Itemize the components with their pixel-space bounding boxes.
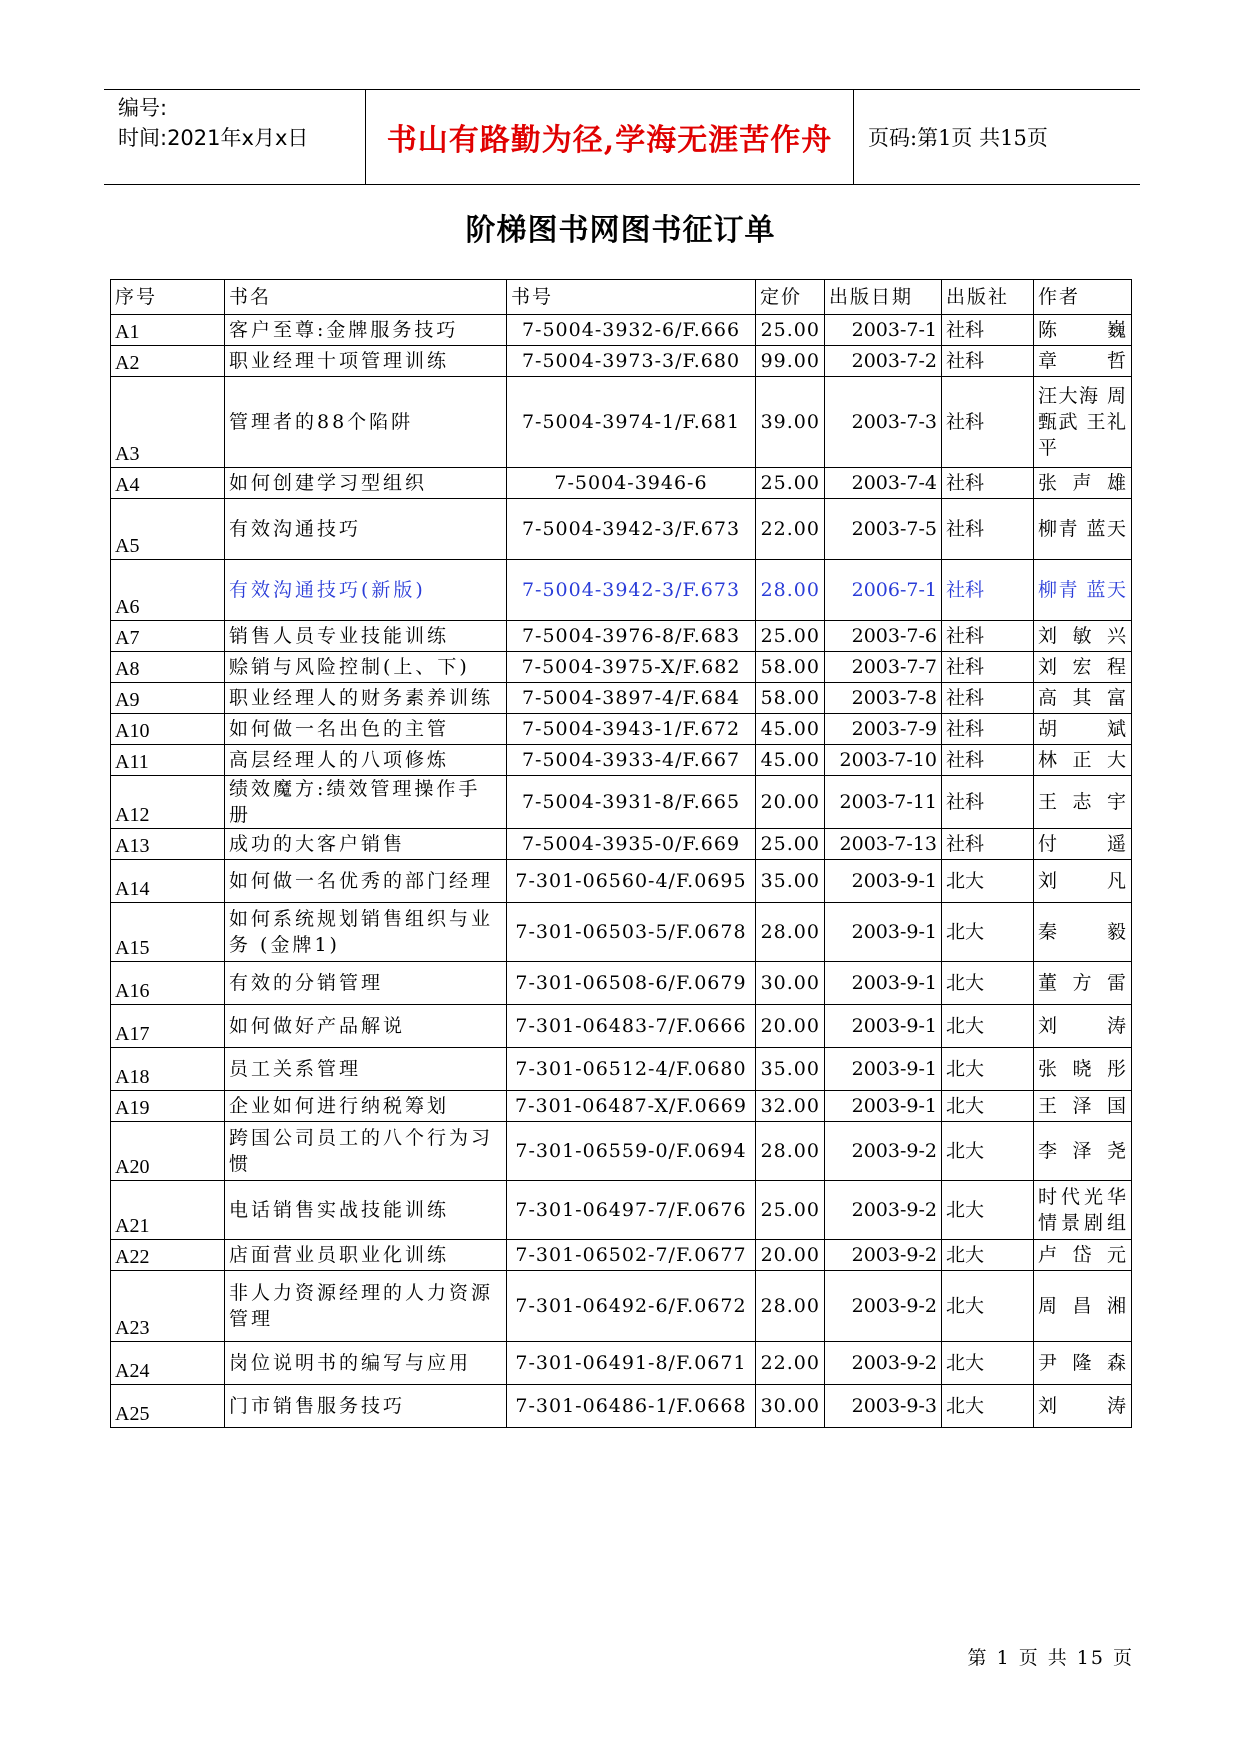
publish-date: 2003-7-9 [825, 714, 942, 745]
row-number: A18 [111, 1048, 225, 1091]
table-row [111, 1385, 1132, 1428]
table-row [111, 1342, 1132, 1385]
book-isbn: 7-5004-3932-6/F.666 [507, 315, 756, 346]
publish-date: 2003-7-2 [825, 346, 942, 377]
book-title: 有效沟通技巧(新版) [225, 560, 507, 621]
book-author: 高其富 [1034, 683, 1132, 714]
header-meta [104, 90, 366, 184]
table-row [111, 1048, 1132, 1091]
book-author: 秦毅 [1034, 903, 1132, 962]
book-author: 王志宇 [1034, 776, 1132, 829]
row-number: A5 [111, 499, 225, 560]
book-title: 门市销售服务技巧 [225, 1385, 507, 1428]
book-title: 如何做好产品解说 [225, 1005, 507, 1048]
book-author: 章哲 [1034, 346, 1132, 377]
book-price: 99.00 [756, 346, 825, 377]
publish-date: 2006-7-1 [825, 560, 942, 621]
book-price: 25.00 [756, 829, 825, 860]
book-isbn: 7-301-06560-4/F.0695 [507, 860, 756, 903]
table-row [111, 621, 1132, 652]
book-price: 30.00 [756, 962, 825, 1005]
document-title: 阶梯图书网图书征订单 [465, 213, 776, 248]
column-header-price: 定价 [756, 280, 825, 315]
table-row [111, 377, 1132, 468]
row-number: A4 [111, 468, 225, 499]
table-row [111, 683, 1132, 714]
book-author: 李泽尧 [1034, 1122, 1132, 1181]
row-number: A6 [111, 560, 225, 621]
publish-date: 2003-7-7 [825, 652, 942, 683]
book-price: 35.00 [756, 1048, 825, 1091]
book-author: 刘凡 [1034, 860, 1132, 903]
publisher: 社科 [942, 377, 1034, 468]
book-price: 58.00 [756, 683, 825, 714]
book-title: 企业如何进行纳税筹划 [225, 1091, 507, 1122]
table-row [111, 829, 1132, 860]
table-header-row [111, 280, 1132, 315]
book-author: 卢岱元 [1034, 1240, 1132, 1271]
book-isbn: 7-301-06512-4/F.0680 [507, 1048, 756, 1091]
row-number: A25 [111, 1385, 225, 1428]
table-row [111, 468, 1132, 499]
row-number: A19 [111, 1091, 225, 1122]
book-isbn: 7-5004-3976-8/F.683 [507, 621, 756, 652]
book-price: 25.00 [756, 468, 825, 499]
book-author: 柳青 蓝天 [1034, 560, 1132, 621]
publisher: 北大 [942, 1005, 1034, 1048]
book-isbn: 7-301-06487-X/F.0669 [507, 1091, 756, 1122]
book-price: 58.00 [756, 652, 825, 683]
book-author: 尹隆森 [1034, 1342, 1132, 1385]
book-price: 28.00 [756, 903, 825, 962]
publisher: 社科 [942, 776, 1034, 829]
number-label: 编号: [118, 96, 168, 120]
publish-date: 2003-9-2 [825, 1122, 942, 1181]
column-header-isbn: 书号 [507, 280, 756, 315]
table-row [111, 776, 1132, 829]
publisher: 北大 [942, 1271, 1034, 1342]
publish-date: 2003-7-8 [825, 683, 942, 714]
table-row [111, 903, 1132, 962]
publisher: 社科 [942, 468, 1034, 499]
table-row [111, 1122, 1132, 1181]
book-isbn: 7-301-06483-7/F.0666 [507, 1005, 756, 1048]
row-number: A2 [111, 346, 225, 377]
book-title: 管理者的88个陷阱 [225, 377, 507, 468]
column-header-author: 作者 [1034, 280, 1132, 315]
book-author: 汪大海 周甄武 王礼平 [1034, 377, 1132, 468]
publish-date: 2003-9-2 [825, 1342, 942, 1385]
table-row [111, 346, 1132, 377]
book-isbn: 7-5004-3931-8/F.665 [507, 776, 756, 829]
row-number: A23 [111, 1271, 225, 1342]
book-author: 胡斌 [1034, 714, 1132, 745]
row-number: A12 [111, 776, 225, 829]
book-author: 刘涛 [1034, 1385, 1132, 1428]
book-author: 时代光华 情景剧组 [1034, 1181, 1132, 1240]
book-title: 职业经理十项管理训练 [225, 346, 507, 377]
book-isbn: 7-5004-3942-3/F.673 [507, 499, 756, 560]
page-header [104, 89, 1140, 185]
table-row [111, 652, 1132, 683]
book-title: 如何做一名出色的主管 [225, 714, 507, 745]
column-header-date: 出版日期 [825, 280, 942, 315]
publisher: 北大 [942, 1181, 1034, 1240]
publish-date: 2003-9-3 [825, 1385, 942, 1428]
publish-date: 2003-9-2 [825, 1271, 942, 1342]
row-number: A8 [111, 652, 225, 683]
publish-date: 2003-7-3 [825, 377, 942, 468]
publisher: 北大 [942, 860, 1034, 903]
publisher: 北大 [942, 1122, 1034, 1181]
book-price: 45.00 [756, 714, 825, 745]
publisher: 社科 [942, 499, 1034, 560]
book-price: 25.00 [756, 1181, 825, 1240]
publisher: 北大 [942, 903, 1034, 962]
table-row [111, 499, 1132, 560]
book-price: 28.00 [756, 560, 825, 621]
row-number: A7 [111, 621, 225, 652]
publisher: 社科 [942, 683, 1034, 714]
book-price: 30.00 [756, 1385, 825, 1428]
book-isbn: 7-5004-3897-4/F.684 [507, 683, 756, 714]
table-row [111, 745, 1132, 776]
book-price: 25.00 [756, 315, 825, 346]
book-author: 林正大 [1034, 745, 1132, 776]
table-row [111, 1091, 1132, 1122]
book-title: 非人力资源经理的人力资源管理 [225, 1271, 507, 1342]
row-number: A9 [111, 683, 225, 714]
column-header-publisher: 出版社 [942, 280, 1034, 315]
book-title: 如何创建学习型组织 [225, 468, 507, 499]
book-title: 跨国公司员工的八个行为习惯 [225, 1122, 507, 1181]
publish-date: 2003-7-1 [825, 315, 942, 346]
book-price: 39.00 [756, 377, 825, 468]
book-author: 刘宏程 [1034, 652, 1132, 683]
book-price: 20.00 [756, 1005, 825, 1048]
book-title: 职业经理人的财务素养训练 [225, 683, 507, 714]
book-price: 20.00 [756, 776, 825, 829]
publisher: 北大 [942, 1385, 1034, 1428]
book-author: 董方雷 [1034, 962, 1132, 1005]
table-row [111, 560, 1132, 621]
book-isbn: 7-5004-3975-X/F.682 [507, 652, 756, 683]
book-price: 28.00 [756, 1271, 825, 1342]
table-row [111, 714, 1132, 745]
book-author: 周昌湘 [1034, 1271, 1132, 1342]
row-number: A13 [111, 829, 225, 860]
row-number: A14 [111, 860, 225, 903]
book-price: 32.00 [756, 1091, 825, 1122]
row-number: A1 [111, 315, 225, 346]
row-number: A10 [111, 714, 225, 745]
book-title: 如何系统规划销售组织与业务 (金牌1) [225, 903, 507, 962]
book-isbn: 7-301-06497-7/F.0676 [507, 1181, 756, 1240]
publish-date: 2003-9-2 [825, 1181, 942, 1240]
publish-date: 2003-9-1 [825, 962, 942, 1005]
publish-date: 2003-7-4 [825, 468, 942, 499]
book-isbn: 7-301-06559-0/F.0694 [507, 1122, 756, 1181]
book-price: 28.00 [756, 1122, 825, 1181]
publisher: 北大 [942, 962, 1034, 1005]
book-author: 张声雄 [1034, 468, 1132, 499]
book-isbn: 7-5004-3942-3/F.673 [507, 560, 756, 621]
book-isbn: 7-301-06503-5/F.0678 [507, 903, 756, 962]
publisher: 北大 [942, 1091, 1034, 1122]
book-title: 有效沟通技巧 [225, 499, 507, 560]
publisher: 社科 [942, 621, 1034, 652]
page-footer: 第 1 页 共 15 页 [967, 1647, 1134, 1669]
row-number: A24 [111, 1342, 225, 1385]
column-header-no: 序号 [111, 280, 225, 315]
row-number: A16 [111, 962, 225, 1005]
row-number: A11 [111, 745, 225, 776]
publisher: 社科 [942, 346, 1034, 377]
row-number: A15 [111, 903, 225, 962]
publish-date: 2003-7-10 [825, 745, 942, 776]
time-label: 时间:2021年x月x日 [118, 126, 309, 150]
column-header-title: 书名 [225, 280, 507, 315]
publish-date: 2003-9-1 [825, 1048, 942, 1091]
publisher: 社科 [942, 315, 1034, 346]
book-isbn: 7-301-06492-6/F.0672 [507, 1271, 756, 1342]
publish-date: 2003-7-13 [825, 829, 942, 860]
book-title: 店面营业员职业化训练 [225, 1240, 507, 1271]
table-row [111, 962, 1132, 1005]
publish-date: 2003-9-1 [825, 903, 942, 962]
table-row [111, 1005, 1132, 1048]
table-row [111, 860, 1132, 903]
header-motto: 书山有路勤为径,学海无涯苦作舟 [366, 90, 854, 184]
book-price: 22.00 [756, 499, 825, 560]
publisher: 社科 [942, 714, 1034, 745]
table-row [111, 1181, 1132, 1240]
book-isbn: 7-5004-3974-1/F.681 [507, 377, 756, 468]
book-author: 王泽国 [1034, 1091, 1132, 1122]
publisher: 北大 [942, 1048, 1034, 1091]
book-price: 25.00 [756, 621, 825, 652]
publisher: 北大 [942, 1240, 1034, 1271]
row-number: A3 [111, 377, 225, 468]
book-isbn: 7-5004-3946-6 [507, 468, 756, 499]
book-price: 35.00 [756, 860, 825, 903]
book-author: 刘涛 [1034, 1005, 1132, 1048]
publisher: 社科 [942, 829, 1034, 860]
table-body [111, 315, 1132, 1428]
book-title: 高层经理人的八项修炼 [225, 745, 507, 776]
header-page-label: 页码:第1页 共15页 [868, 126, 1048, 150]
book-title: 电话销售实战技能训练 [225, 1181, 507, 1240]
book-title: 销售人员专业技能训练 [225, 621, 507, 652]
table-row [111, 1271, 1132, 1342]
publisher: 社科 [942, 652, 1034, 683]
book-title: 员工关系管理 [225, 1048, 507, 1091]
row-number: A22 [111, 1240, 225, 1271]
book-title: 成功的大客户销售 [225, 829, 507, 860]
book-author: 付遥 [1034, 829, 1132, 860]
publisher: 社科 [942, 745, 1034, 776]
book-author: 刘敏兴 [1034, 621, 1132, 652]
book-isbn: 7-301-06486-1/F.0668 [507, 1385, 756, 1428]
row-number: A20 [111, 1122, 225, 1181]
book-isbn: 7-301-06491-8/F.0671 [507, 1342, 756, 1385]
book-title: 有效的分销管理 [225, 962, 507, 1005]
publish-date: 2003-9-2 [825, 1240, 942, 1271]
book-title: 客户至尊:金牌服务技巧 [225, 315, 507, 346]
book-title: 岗位说明书的编写与应用 [225, 1342, 507, 1385]
publish-date: 2003-9-1 [825, 1091, 942, 1122]
book-price: 45.00 [756, 745, 825, 776]
book-title: 赊销与风险控制(上、下) [225, 652, 507, 683]
table-row [111, 1240, 1132, 1271]
book-isbn: 7-301-06508-6/F.0679 [507, 962, 756, 1005]
publish-date: 2003-9-1 [825, 860, 942, 903]
book-author: 张晓彤 [1034, 1048, 1132, 1091]
book-price: 20.00 [756, 1240, 825, 1271]
publish-date: 2003-7-6 [825, 621, 942, 652]
publisher: 北大 [942, 1342, 1034, 1385]
book-isbn: 7-5004-3973-3/F.680 [507, 346, 756, 377]
row-number: A21 [111, 1181, 225, 1240]
book-author: 陈巍 [1034, 315, 1132, 346]
table-row [111, 315, 1132, 346]
book-title: 绩效魔方:绩效管理操作手册 [225, 776, 507, 829]
publish-date: 2003-9-1 [825, 1005, 942, 1048]
row-number: A17 [111, 1005, 225, 1048]
publish-date: 2003-7-5 [825, 499, 942, 560]
book-isbn: 7-5004-3935-0/F.669 [507, 829, 756, 860]
book-price: 22.00 [756, 1342, 825, 1385]
book-isbn: 7-301-06502-7/F.0677 [507, 1240, 756, 1271]
book-isbn: 7-5004-3943-1/F.672 [507, 714, 756, 745]
publisher: 社科 [942, 560, 1034, 621]
book-isbn: 7-5004-3933-4/F.667 [507, 745, 756, 776]
publish-date: 2003-7-11 [825, 776, 942, 829]
book-order-table [110, 279, 1132, 1428]
book-title: 如何做一名优秀的部门经理 [225, 860, 507, 903]
book-author: 柳青 蓝天 [1034, 499, 1132, 560]
